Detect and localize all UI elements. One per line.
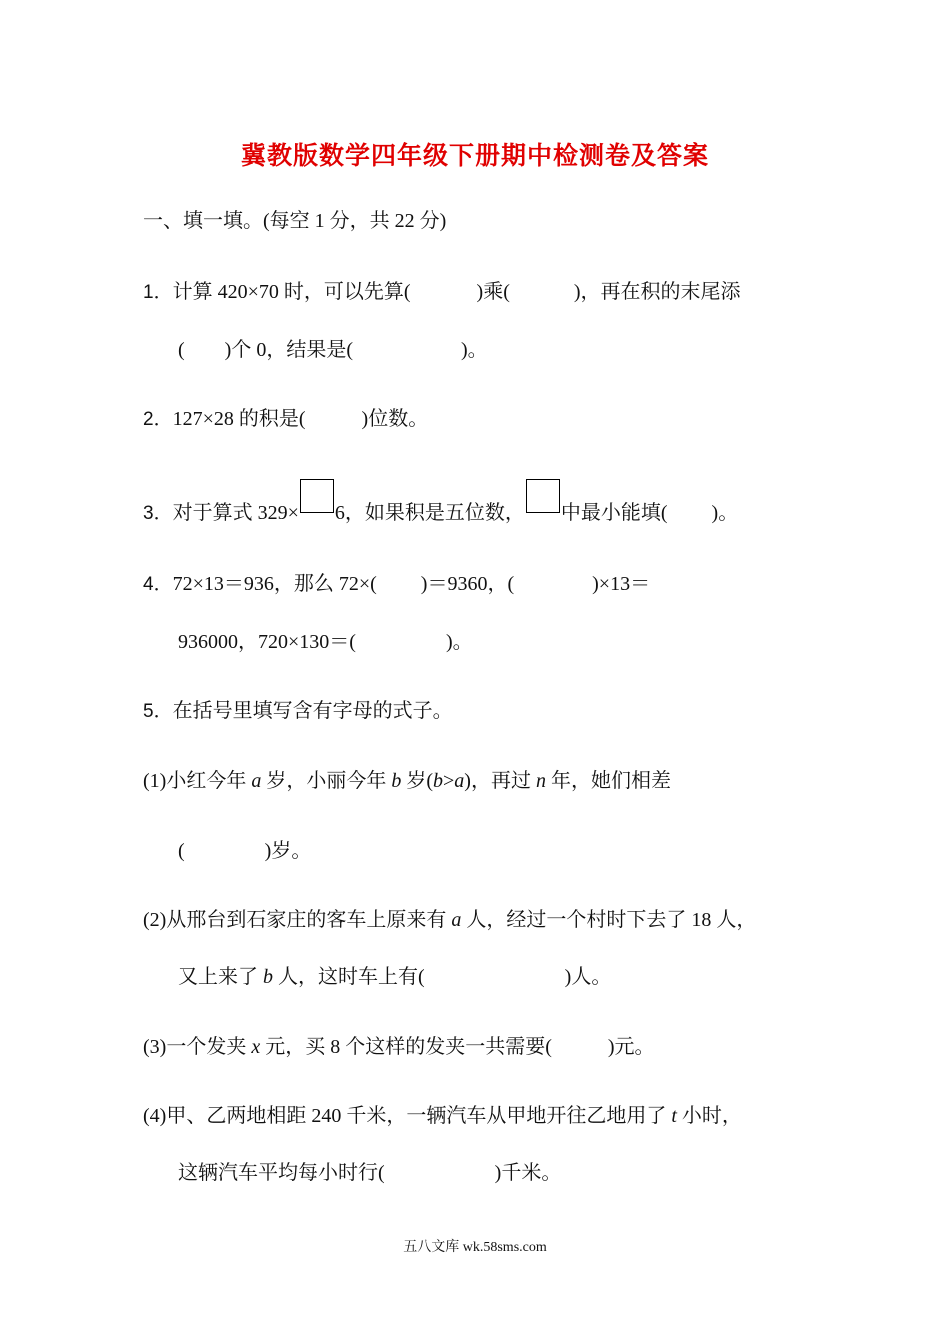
question-number: 4． (143, 574, 173, 595)
subquestion-1-line-1: (1)小红今年 a 岁，小丽今年 b 岁(b>a)，再过 n 年，她们相差 (143, 770, 671, 792)
question-1-line-2: ( )个 0，结果是( )。 (178, 339, 488, 361)
question-number: 1． (143, 282, 173, 303)
subquestion-2-line-2: 又上来了 b 人，这时车上有( )人。 (178, 966, 612, 988)
question-number: 3． (143, 503, 173, 524)
question-4-line-2: 936000，720×130＝( )。 (178, 631, 473, 653)
question-4-line-1: 4．72×13＝936，那么 72×( )＝9360，( )×13＝ (143, 573, 651, 595)
section-heading: 一、填一填。(每空 1 分，共 22 分) (143, 210, 447, 232)
page-title: 冀教版数学四年级下册期中检测卷及答案 (240, 143, 709, 170)
subquestion-1-line-2: ( )岁。 (178, 840, 312, 862)
question-1-line-1: 1．计算 420×70 时，可以先算( )乘( )，再在积的末尾添 (143, 281, 741, 303)
subquestion-4-line-1: (4)甲、乙两地相距 240 千米，一辆汽车从甲地开往乙地用了 t 小时， (143, 1105, 742, 1127)
question-3: 3．对于算式 329× 6，如果积是五位数， 中最小能填( )。 (143, 489, 738, 527)
subquestion-2-line-1: (2)从邢台到石家庄的客车上原来有 a 人，经过一个村时下去了 18 人， (143, 909, 757, 931)
subquestion-3: (3)一个发夹 x 元，买 8 个这样的发夹一共需要( )元。 (143, 1036, 655, 1058)
footer-watermark: 五八文库 wk.58sms.com (403, 1240, 547, 1255)
digit-box[interactable] (300, 479, 334, 513)
question-number: 5． (143, 701, 173, 722)
question-5: 5．在括号里填写含有字母的式子。 (143, 700, 453, 722)
question-number: 2． (143, 409, 173, 430)
digit-box[interactable] (526, 479, 560, 513)
question-2: 2．127×28 的积是( )位数。 (143, 408, 429, 430)
subquestion-4-line-2: 这辆汽车平均每小时行( )千米。 (178, 1162, 562, 1184)
